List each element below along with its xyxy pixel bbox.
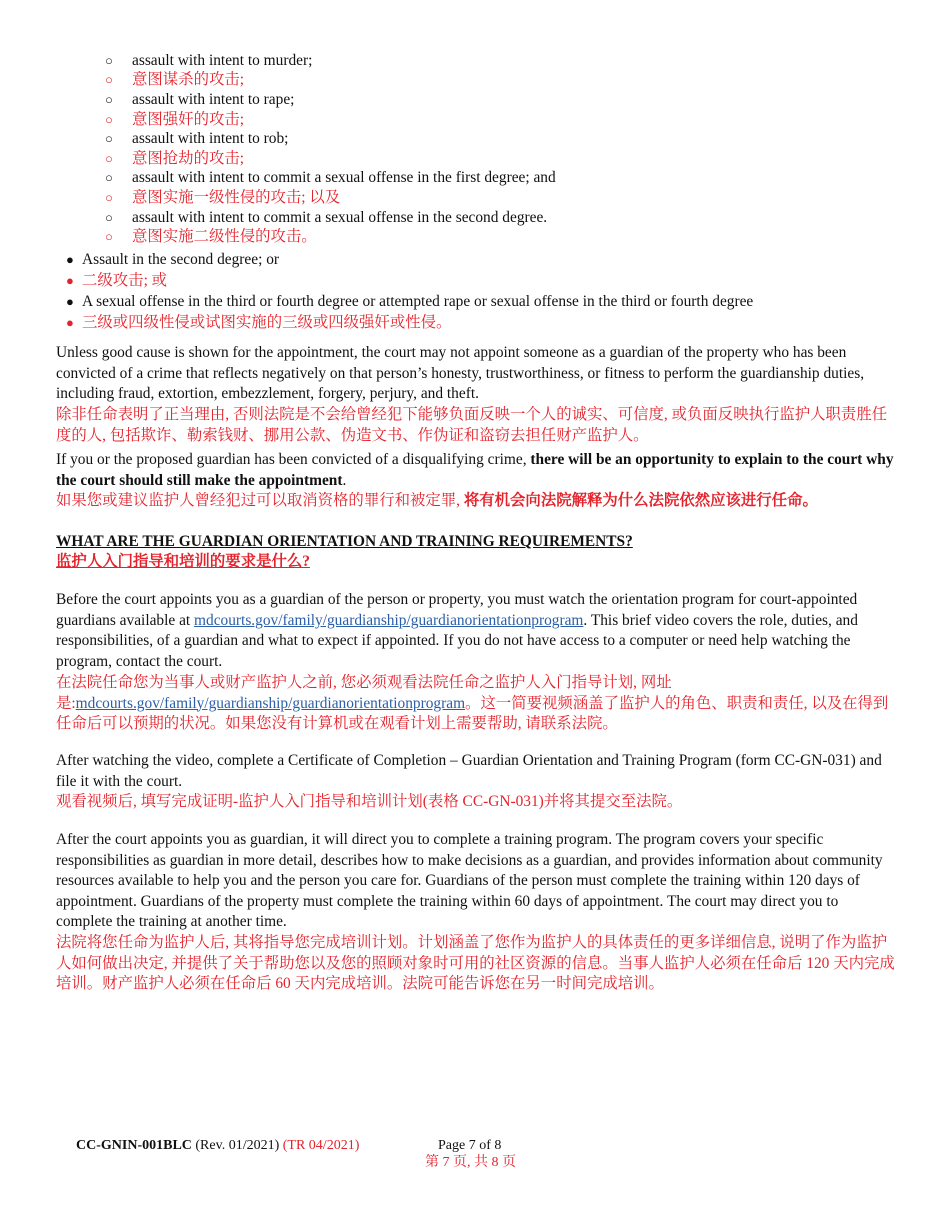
list-item xyxy=(66,270,886,291)
list-item-text: 二级攻击; 或 xyxy=(82,271,168,289)
paragraph-en: Unless good cause is shown for the appointment, the court may not appoint someone as a guardian of the property who has been convicted of a crime that reflects negatively on that person’s honesty, trustworthiness, or fitness to perform the guardianship duties, including fraud, extortion, embezzlement, forgery, perjury, and theft. xyxy=(56,344,865,403)
filled-dot-bullet-icon: ● xyxy=(66,251,74,267)
list-item-text: A sexual offense in the third or fourth degree or attempted rape or sexual offense in the third or fourth degree xyxy=(82,292,754,310)
list-item xyxy=(105,169,905,189)
list-item xyxy=(105,227,905,247)
list-item-text: assault with intent to murder; xyxy=(132,51,313,69)
paragraph-certificate xyxy=(56,751,896,813)
sub-bullet-list xyxy=(105,51,905,247)
hollow-circle-bullet-icon: ○ xyxy=(105,111,113,127)
orientation-program-link[interactable]: mdcourts.gov/family/guardianship/guardianorientationprogram xyxy=(194,611,584,629)
list-item xyxy=(105,90,905,110)
paragraph-en: Before the court appoints you as a guardian of the person or property, you must watch the orientation program for court-appointed guardians available at mdcourts.gov/family/guardianship/guardianorientationprogram. This brief video covers the role, duties, and responsibilities, of a guardian and what to expect if appointed. If you do not have access to a computer or need help watching the program, contact the court. xyxy=(56,591,858,671)
paragraph-training xyxy=(56,830,896,995)
filled-dot-bullet-icon: ● xyxy=(66,314,74,330)
list-item xyxy=(66,291,886,312)
bold-text: 将有机会向法院解释为什么法院依然应该进行任命。 xyxy=(463,492,818,510)
list-item-text: assault with intent to rape; xyxy=(132,90,295,108)
hollow-circle-bullet-icon: ○ xyxy=(105,52,113,68)
heading-zh: 监护人入门指导和培训的要求是什么? xyxy=(56,553,310,570)
list-item xyxy=(105,110,905,130)
list-item-text: assault with intent to commit a sexual offense in the first degree; and xyxy=(132,169,556,187)
list-item-text: assault with intent to rob; xyxy=(132,130,289,148)
page-number-zh: 第 7 页, 共 8 页 xyxy=(425,1155,516,1170)
list-item xyxy=(105,129,905,149)
filled-dot-bullet-icon: ● xyxy=(66,293,74,309)
paragraph-good-cause xyxy=(56,343,896,447)
section-heading xyxy=(56,532,896,572)
bullet-list xyxy=(66,249,886,333)
hollow-circle-bullet-icon: ○ xyxy=(105,209,113,225)
list-item xyxy=(66,312,886,333)
translation-revision: (TR 04/2021) xyxy=(282,1138,360,1153)
heading-en: WHAT ARE THE GUARDIAN ORIENTATION AND TRAINING REQUIREMENTS? xyxy=(56,533,633,550)
list-item-text: 意图实施二级性侵的攻击。 xyxy=(132,228,317,246)
list-item-text: 意图强奸的攻击; xyxy=(132,110,245,128)
hollow-circle-bullet-icon: ○ xyxy=(105,229,113,245)
hollow-circle-bullet-icon: ○ xyxy=(105,150,113,166)
form-identifier xyxy=(76,1137,359,1154)
bold-text: there will be an opportunity to explain to the court why the court should still make the appointment xyxy=(56,451,894,489)
list-item-text: 意图抢劫的攻击; xyxy=(132,149,245,167)
list-item-text: 三级或四级性侵或试图实施的三级或四级强奸或性侵。 xyxy=(82,313,452,331)
hollow-circle-bullet-icon: ○ xyxy=(105,72,113,88)
list-item-text: assault with intent to commit a sexual offense in the second degree. xyxy=(132,208,548,226)
paragraph-zh: 在法院任命您为当事人或财产监护人之前, 您必须观看法院任命之监护人入门指导计划, 网址是:mdcourts.gov/family/guardianship/guardianorientationprogram。这一简要视频涵盖了监护人的角色、职责和责任, 以及在得到任命后可以预期的状况。如果您没有计算机或在观看计划上需要帮助, 请联系法院。 xyxy=(56,673,889,733)
list-item xyxy=(105,51,905,71)
form-code: CC-GNIN-001BLC xyxy=(76,1138,192,1153)
hollow-circle-bullet-icon: ○ xyxy=(105,91,113,107)
list-item xyxy=(105,208,905,228)
list-item-text: 意图谋杀的攻击; xyxy=(132,71,245,89)
list-item xyxy=(105,71,905,91)
list-item xyxy=(66,249,886,270)
paragraph-en: After watching the video, complete a Certificate of Completion – Guardian Orientation and Training Program (form CC-GN-031) and file it with the court. xyxy=(56,752,882,790)
orientation-program-link-zh[interactable]: mdcourts.gov/family/guardianship/guardianorientationprogram xyxy=(75,694,466,712)
paragraph-zh: 观看视频后, 填写完成证明-监护人入门指导和培训计划(表格 CC-GN-031)并将其提交至法院。 xyxy=(56,793,683,811)
paragraph-zh: 除非任命表明了正当理由, 否则法院是不会给曾经犯下能够负面反映一个人的诚实、可信度, 或负面反映执行监护人职责胜任度的人, 包括欺诈、勒索钱财、挪用公款、伪造文书、作伪证和盗窃去担任财产监护人。 xyxy=(56,406,888,444)
paragraph-zh: 法院将您任命为监护人后, 其将指导您完成培训计划。计划涵盖了您作为监护人的具体责任的更多详细信息, 说明了作为监护人如何做出决定, 并提供了关于帮助您以及您的照顾对象时可用的社区资源的信息。当事人监护人必须在任命后 120 天内完成培训。财产监护人必须在任命后 60 天内完成培训。法院可能告诉您在另一时间完成培训。 xyxy=(56,933,895,993)
revision: (Rev. 01/2021) xyxy=(191,1138,283,1153)
paragraph-orientation xyxy=(56,590,896,735)
list-item xyxy=(105,149,905,169)
hollow-circle-bullet-icon: ○ xyxy=(105,131,113,147)
hollow-circle-bullet-icon: ○ xyxy=(105,170,113,186)
paragraph-zh: 如果您或建议监护人曾经犯过可以取消资格的罪行和被定罪, 将有机会向法院解释为什么法院依然应该进行任命。 xyxy=(56,492,818,510)
list-item xyxy=(105,188,905,208)
paragraph-en: If you or the proposed guardian has been convicted of a disqualifying crime, there will be an opportunity to explain to the court why the court should still make the appointment. xyxy=(56,451,894,489)
hollow-circle-bullet-icon: ○ xyxy=(105,189,113,205)
filled-dot-bullet-icon: ● xyxy=(66,272,74,288)
list-item-text: 意图实施一级性侵的攻击; 以及 xyxy=(132,188,341,206)
paragraph-disqualifying-crime xyxy=(56,450,896,512)
paragraph-en: After the court appoints you as guardian, it will direct you to complete a training program. The program covers your specific responsibilities as guardian in more detail, describes how to make decisions as a guardian, and provides information about community resources available to help you and the person you care for. Guardians of the person must complete the training within 120 days of appointment. Guardians of the property must complete the training within 60 days of appointment. The court may direct you to complete the training at another time. xyxy=(56,831,883,931)
page-number: Page 7 of 8 xyxy=(438,1138,502,1153)
list-item-text: Assault in the second degree; or xyxy=(82,250,280,268)
